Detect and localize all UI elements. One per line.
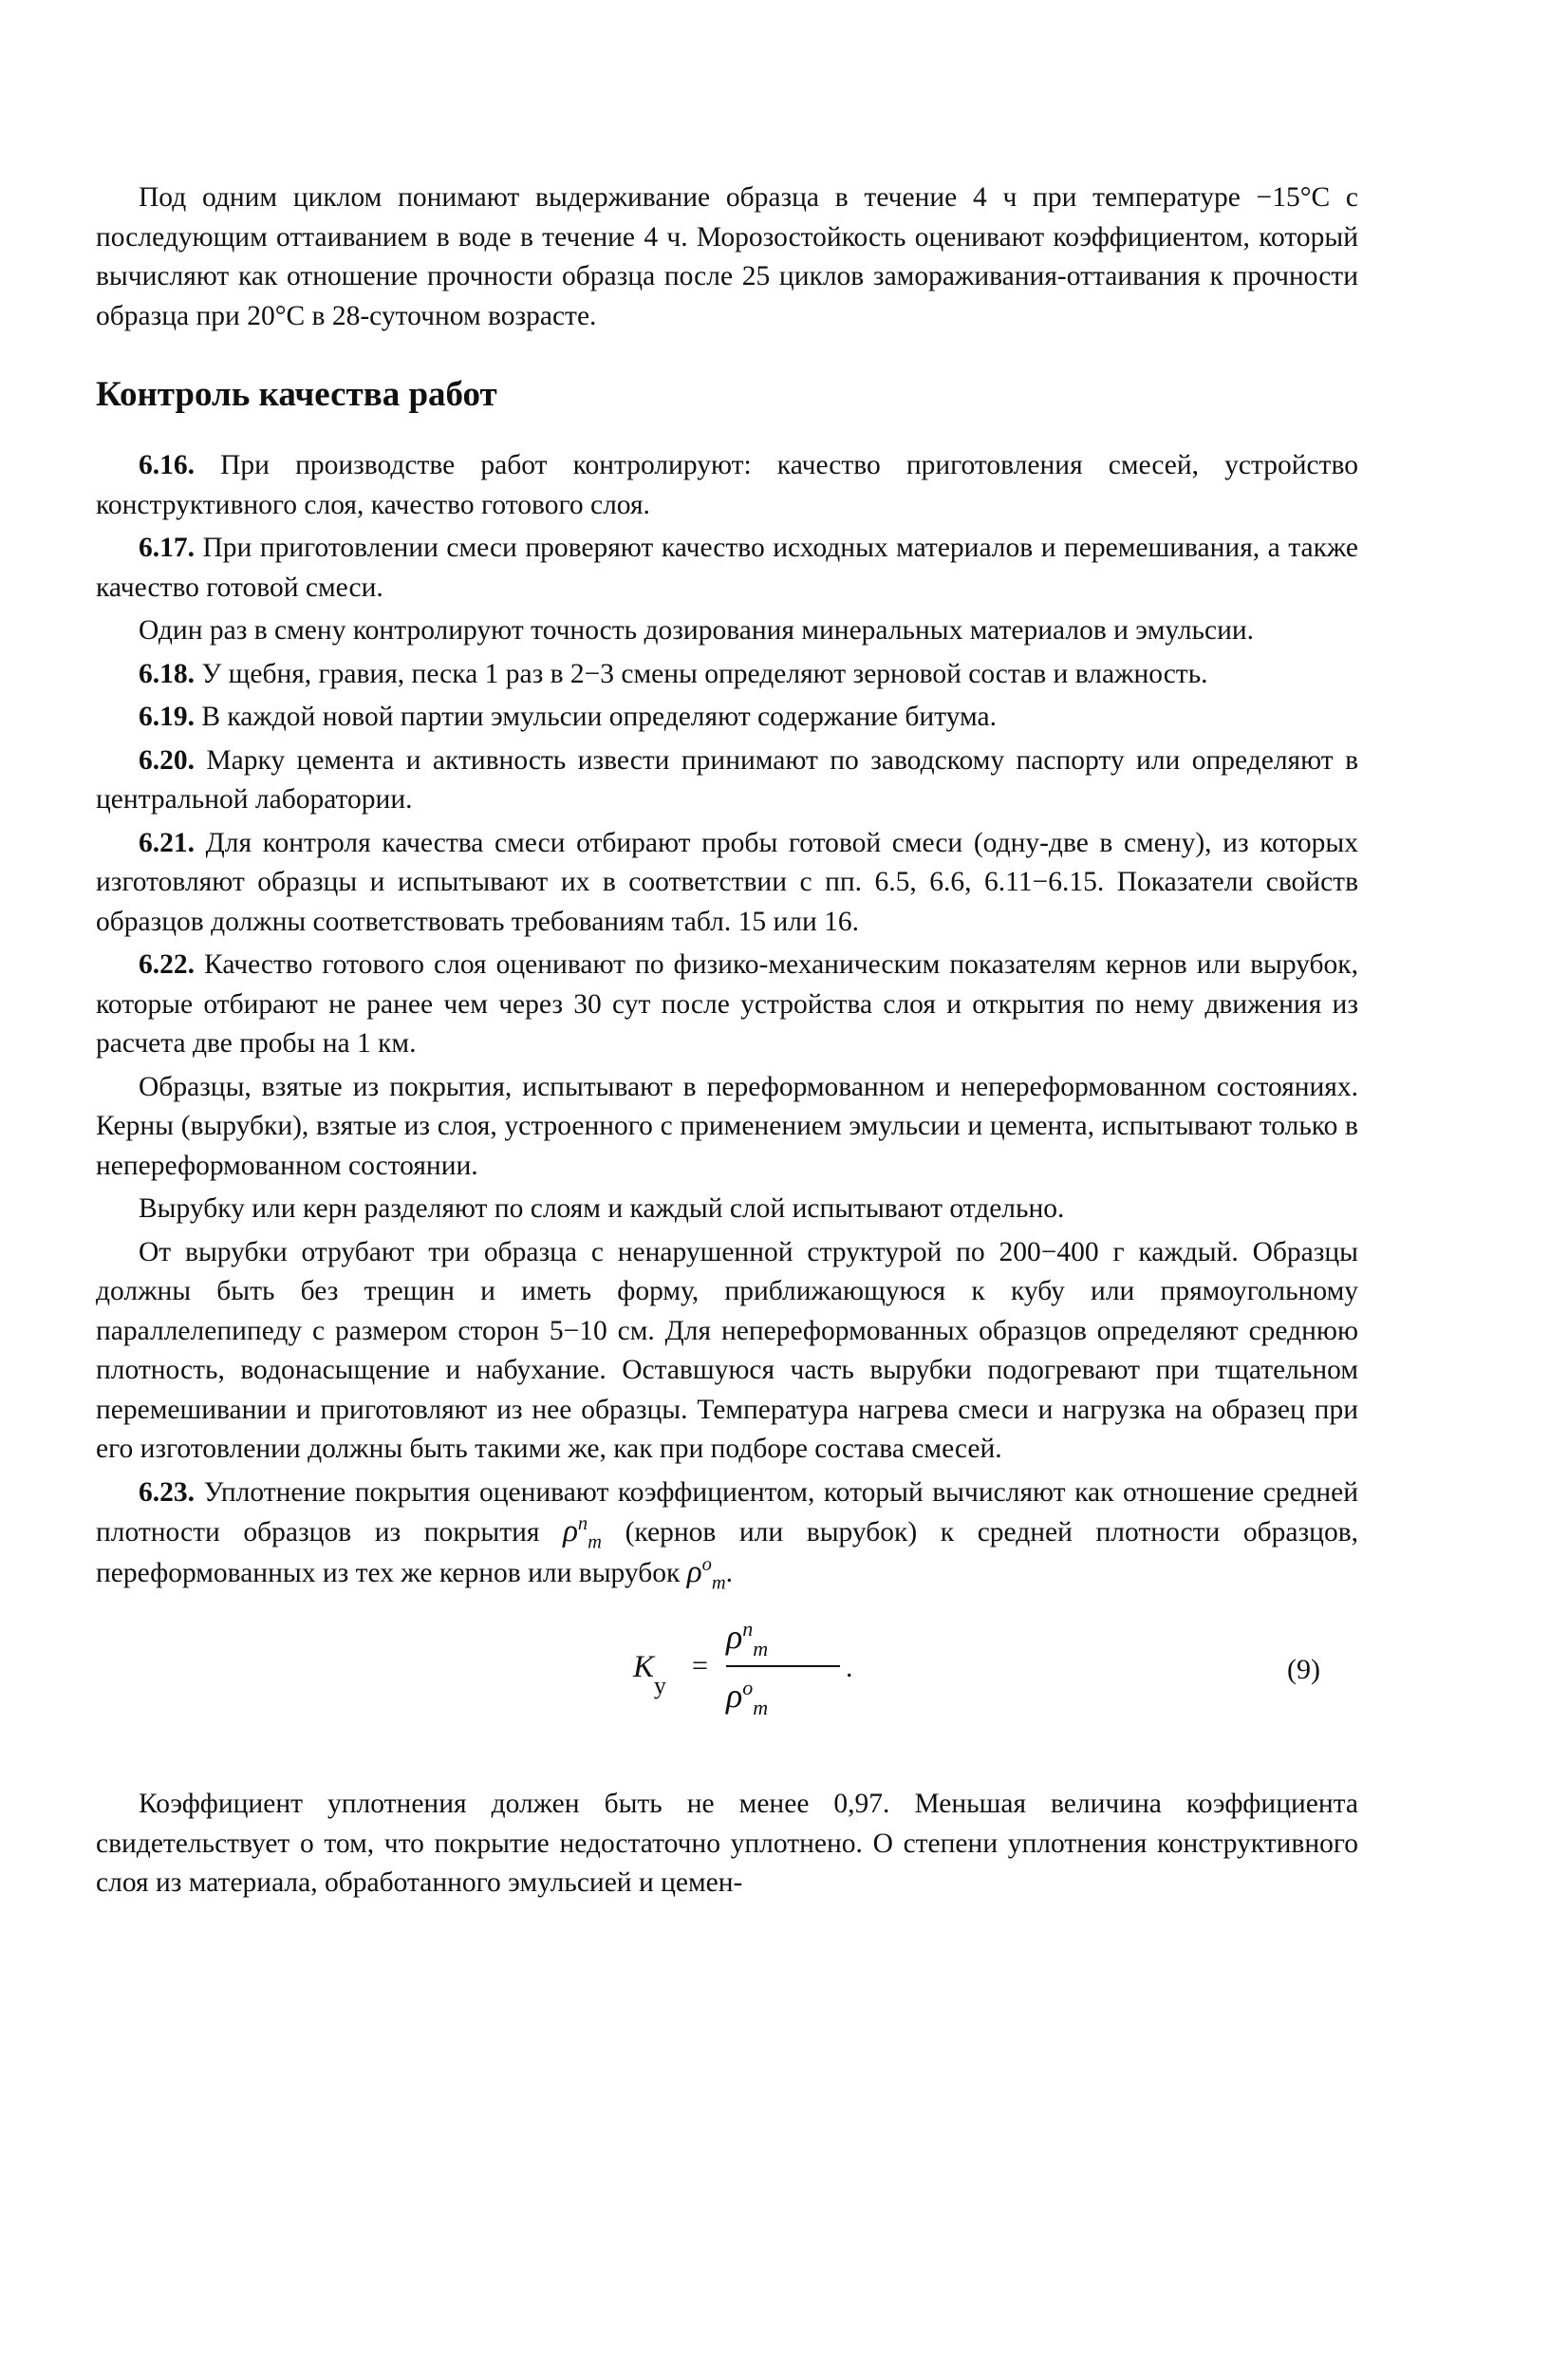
paragraph — [96, 1190, 1358, 1229]
paragraph-text: При производстве работ контролируют: качество приготовления смесей, устройство конструктивного слоя, качество готового слоя. — [96, 450, 1359, 520]
paragraph-number: 6.17. — [139, 533, 195, 563]
paragraph-number: 6.22. — [139, 949, 195, 980]
rho-sub: m — [588, 1531, 602, 1553]
paragraph-number: 6.21. — [139, 827, 195, 858]
paragraph-number: 6.19. — [139, 702, 195, 732]
paragraph-text: Вырубку или керн разделяют по слоям и каждый слой испытывают отдельно. — [139, 1193, 1065, 1224]
rho-sub: m — [753, 1696, 769, 1720]
formula-k: К — [633, 1650, 654, 1684]
paragraph — [96, 611, 1358, 651]
paragraph — [96, 946, 1358, 1064]
formula-equals: = — [692, 1650, 708, 1681]
formula-denominator — [726, 1669, 840, 1722]
rho-m-o-symbol — [686, 1553, 726, 1594]
section-heading: Контроль качества работ — [96, 375, 497, 414]
paragraph — [96, 1068, 1358, 1187]
paragraph — [96, 1233, 1358, 1470]
paragraph-text: Качество готового слоя оценивают по физико-механическим показателям кернов или вырубок, которые отбирают не ранее чем через 30 сут после устройства слоя и открытия по нему движения из расчета две пробы на 1 км. — [96, 949, 1359, 1059]
paragraph-6-23 — [96, 1473, 1358, 1594]
rho-sub: m — [711, 1572, 726, 1594]
rho-sub: m — [753, 1637, 769, 1661]
formula-label: (9) — [1287, 1654, 1320, 1685]
formula-lhs — [633, 1648, 666, 1699]
paragraph-number: 6.23. — [139, 1476, 195, 1508]
rho-glyph: ρ — [686, 1554, 702, 1589]
rho-glyph: ρ — [726, 1677, 743, 1715]
page-content — [96, 178, 1358, 1907]
paragraph — [96, 741, 1358, 820]
rho-m-n-symbol — [563, 1512, 602, 1553]
rho-glyph: ρ — [726, 1618, 743, 1656]
formula-numerator — [726, 1610, 840, 1663]
paragraph-text: Образцы, взятые из покрытия, испытывают в переформованном и непереформованном состояниях. Керны (вырубки), взятые из слоя, устроенного с применением эмульсии и цемента, испытывают только в непереформованном состоянии. — [96, 1071, 1358, 1181]
paragraph-number: 6.16. — [139, 450, 195, 480]
rho-sup: п — [577, 1512, 588, 1534]
rho-glyph: ρ — [563, 1514, 578, 1548]
paragraph-number: 6.20. — [139, 744, 195, 776]
rho-sup: о — [701, 1553, 712, 1575]
paragraph-text: От вырубки отрубают три образца с ненарушенной структурой по 200−400 г каждый. Образцы должны быть без трещин и иметь форму, приближающуюся к кубу или прямоугольному параллелепипеду с размером сторон 5−10 см. Для непереформованных образцов определяют среднюю плотность, водонасыщение и набухание. Оставшуюся часть вырубки подогревают при тщательном перемешивании и приготовляют из нее образцы. Температура нагрева смеси и нагрузка на образец при его изготовлении должны быть такими же, как при подборе состава смесей. — [96, 1236, 1358, 1464]
paragraph-text: . — [725, 1557, 733, 1588]
paragraph-text: Один раз в смену контролируют точность дозирования минеральных материалов и эмульсии. — [139, 615, 1255, 646]
paragraph-number: 6.18. — [139, 658, 195, 689]
rho-sup: о — [742, 1676, 754, 1699]
paragraph-text: У щебня, гравия, песка 1 раз в 2−3 смены определяют зерновой состав и влажность. — [201, 658, 1208, 689]
fraction-bar — [726, 1665, 840, 1667]
formula-9 — [96, 1610, 1358, 1753]
intro-paragraph: Под одним циклом понимают выдерживание образца в течение 4 ч при температуре −15°С с последующим оттаиванием в воде в течение 4 ч. Морозостойкость оценивают коэффициентом, который вычисляют как отношение прочности образца после 25 циклов замораживания-оттаивания к прочности образца при 20°С в 28-суточном возрасте. — [96, 182, 1358, 331]
paragraph — [96, 698, 1358, 738]
paragraph — [96, 446, 1358, 525]
rho-sup: п — [742, 1617, 754, 1641]
paragraph-text: При приготовлении смеси проверяют качество исходных материалов и перемешивания, а также качество готовой смеси. — [96, 533, 1358, 603]
closing-paragraph: Коэффициент уплотнения должен быть не менее 0,97. Меньшая величина коэффициента свидетельствует о том, что покрытие недостаточно уплотнено. О степени уплотнения конструктивного слоя из материала, обработанного эмульсией и цемен- — [96, 1789, 1358, 1898]
paragraph-text: Для контроля качества смеси отбирают пробы готовой смеси (одну-две в смену), из которых изготовляют образцы и испытывают их в соответствии с пп. 6.5, 6.6, 6.11−6.15. Показатели свойств образцов должны соответствовать требованиям табл. 15 или 16. — [96, 827, 1359, 937]
paragraph-list — [96, 446, 1358, 1470]
paragraph-text: Марку цемента и активность извести принимают по заводскому паспорту или определяют в центральной лаборатории. — [96, 744, 1358, 815]
paragraph — [96, 824, 1358, 943]
paragraph-text: (кернов или вырубок) к средней плотности образцов, переформованных из тех же кернов или вырубок — [96, 1517, 1359, 1588]
paragraph — [96, 655, 1358, 695]
formula-fraction — [726, 1610, 840, 1722]
formula-dot: . — [846, 1652, 853, 1683]
formula-k-sub: у — [653, 1672, 666, 1699]
paragraph-text: В каждой новой партии эмульсии определяют содержание битума. — [201, 702, 997, 732]
paragraph — [96, 529, 1358, 608]
paragraph-text: Уплотнение покрытия оценивают коэффициентом, который вычисляют как отношение средней плотности образцов из покрытия — [96, 1476, 1359, 1547]
